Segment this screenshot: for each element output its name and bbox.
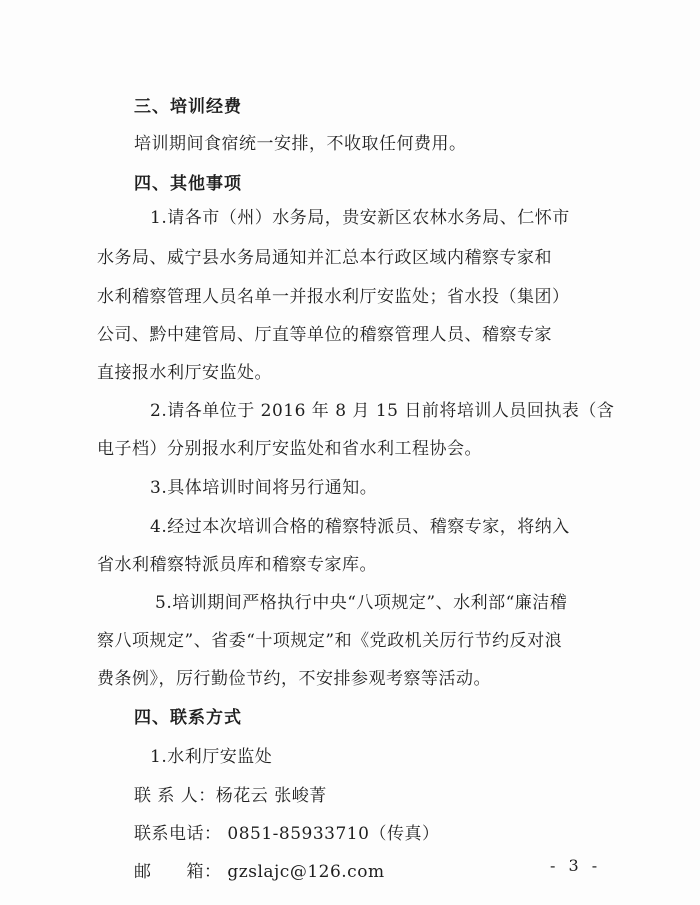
item1-line: 水利稽察管理人员名单一并报水利厅安监处；省水投（集团） xyxy=(97,287,570,307)
item2-line: 电子档）分别报水利厅安监处和省水利工程协会。 xyxy=(97,439,482,459)
section-title-other-matters: 四、其他事项 xyxy=(134,174,242,194)
item5-line: 5.培训期间严格执行中央“八项规定”、水利部“廉洁稽 xyxy=(155,593,568,613)
item5-line: 察八项规定”、省委“十项规定”和《党政机关厉行节约反对浪 xyxy=(97,631,563,651)
item4-line: 4.经过本次培训合格的稽察特派员、稽察专家，将纳入 xyxy=(150,517,570,537)
item1-line: 公司、黔中建管局、厅直等单位的稽察管理人员、稽察专家 xyxy=(97,325,552,345)
item2-line: 2.请各单位于 2016 年 8 月 15 日前将培训人员回执表（含 xyxy=(150,401,615,421)
contact-phone: 联系电话： 0851-85933710（传真） xyxy=(134,824,440,844)
section-title-training-cost: 三、培训经费 xyxy=(134,97,242,117)
section-title-contact: 四、联系方式 xyxy=(134,708,242,728)
item1-line: 直接报水利厅安监处。 xyxy=(97,363,272,383)
page-number: - 3 - xyxy=(550,856,602,875)
item1-line: 1.请各市（州）水务局，贵安新区农林水务局、仁怀市 xyxy=(150,208,570,228)
item3-line: 3.具体培训时间将另行通知。 xyxy=(150,478,378,498)
item4-line: 省水利稽察特派员库和稽察专家库。 xyxy=(97,555,377,575)
contact-org: 1.水利厅安监处 xyxy=(150,747,273,767)
item1-line: 水务局、威宁县水务局通知并汇总本行政区域内稽察专家和 xyxy=(97,248,552,268)
training-cost-body: 培训期间食宿统一安排，不收取任何费用。 xyxy=(134,134,467,154)
contact-email: 邮 箱： gzslajc@126.com xyxy=(134,862,385,882)
contact-person: 联 系 人：杨花云 张峻菁 xyxy=(134,786,327,806)
item5-line: 费条例》，厉行勤俭节约，不安排参观考察等活动。 xyxy=(97,669,491,689)
